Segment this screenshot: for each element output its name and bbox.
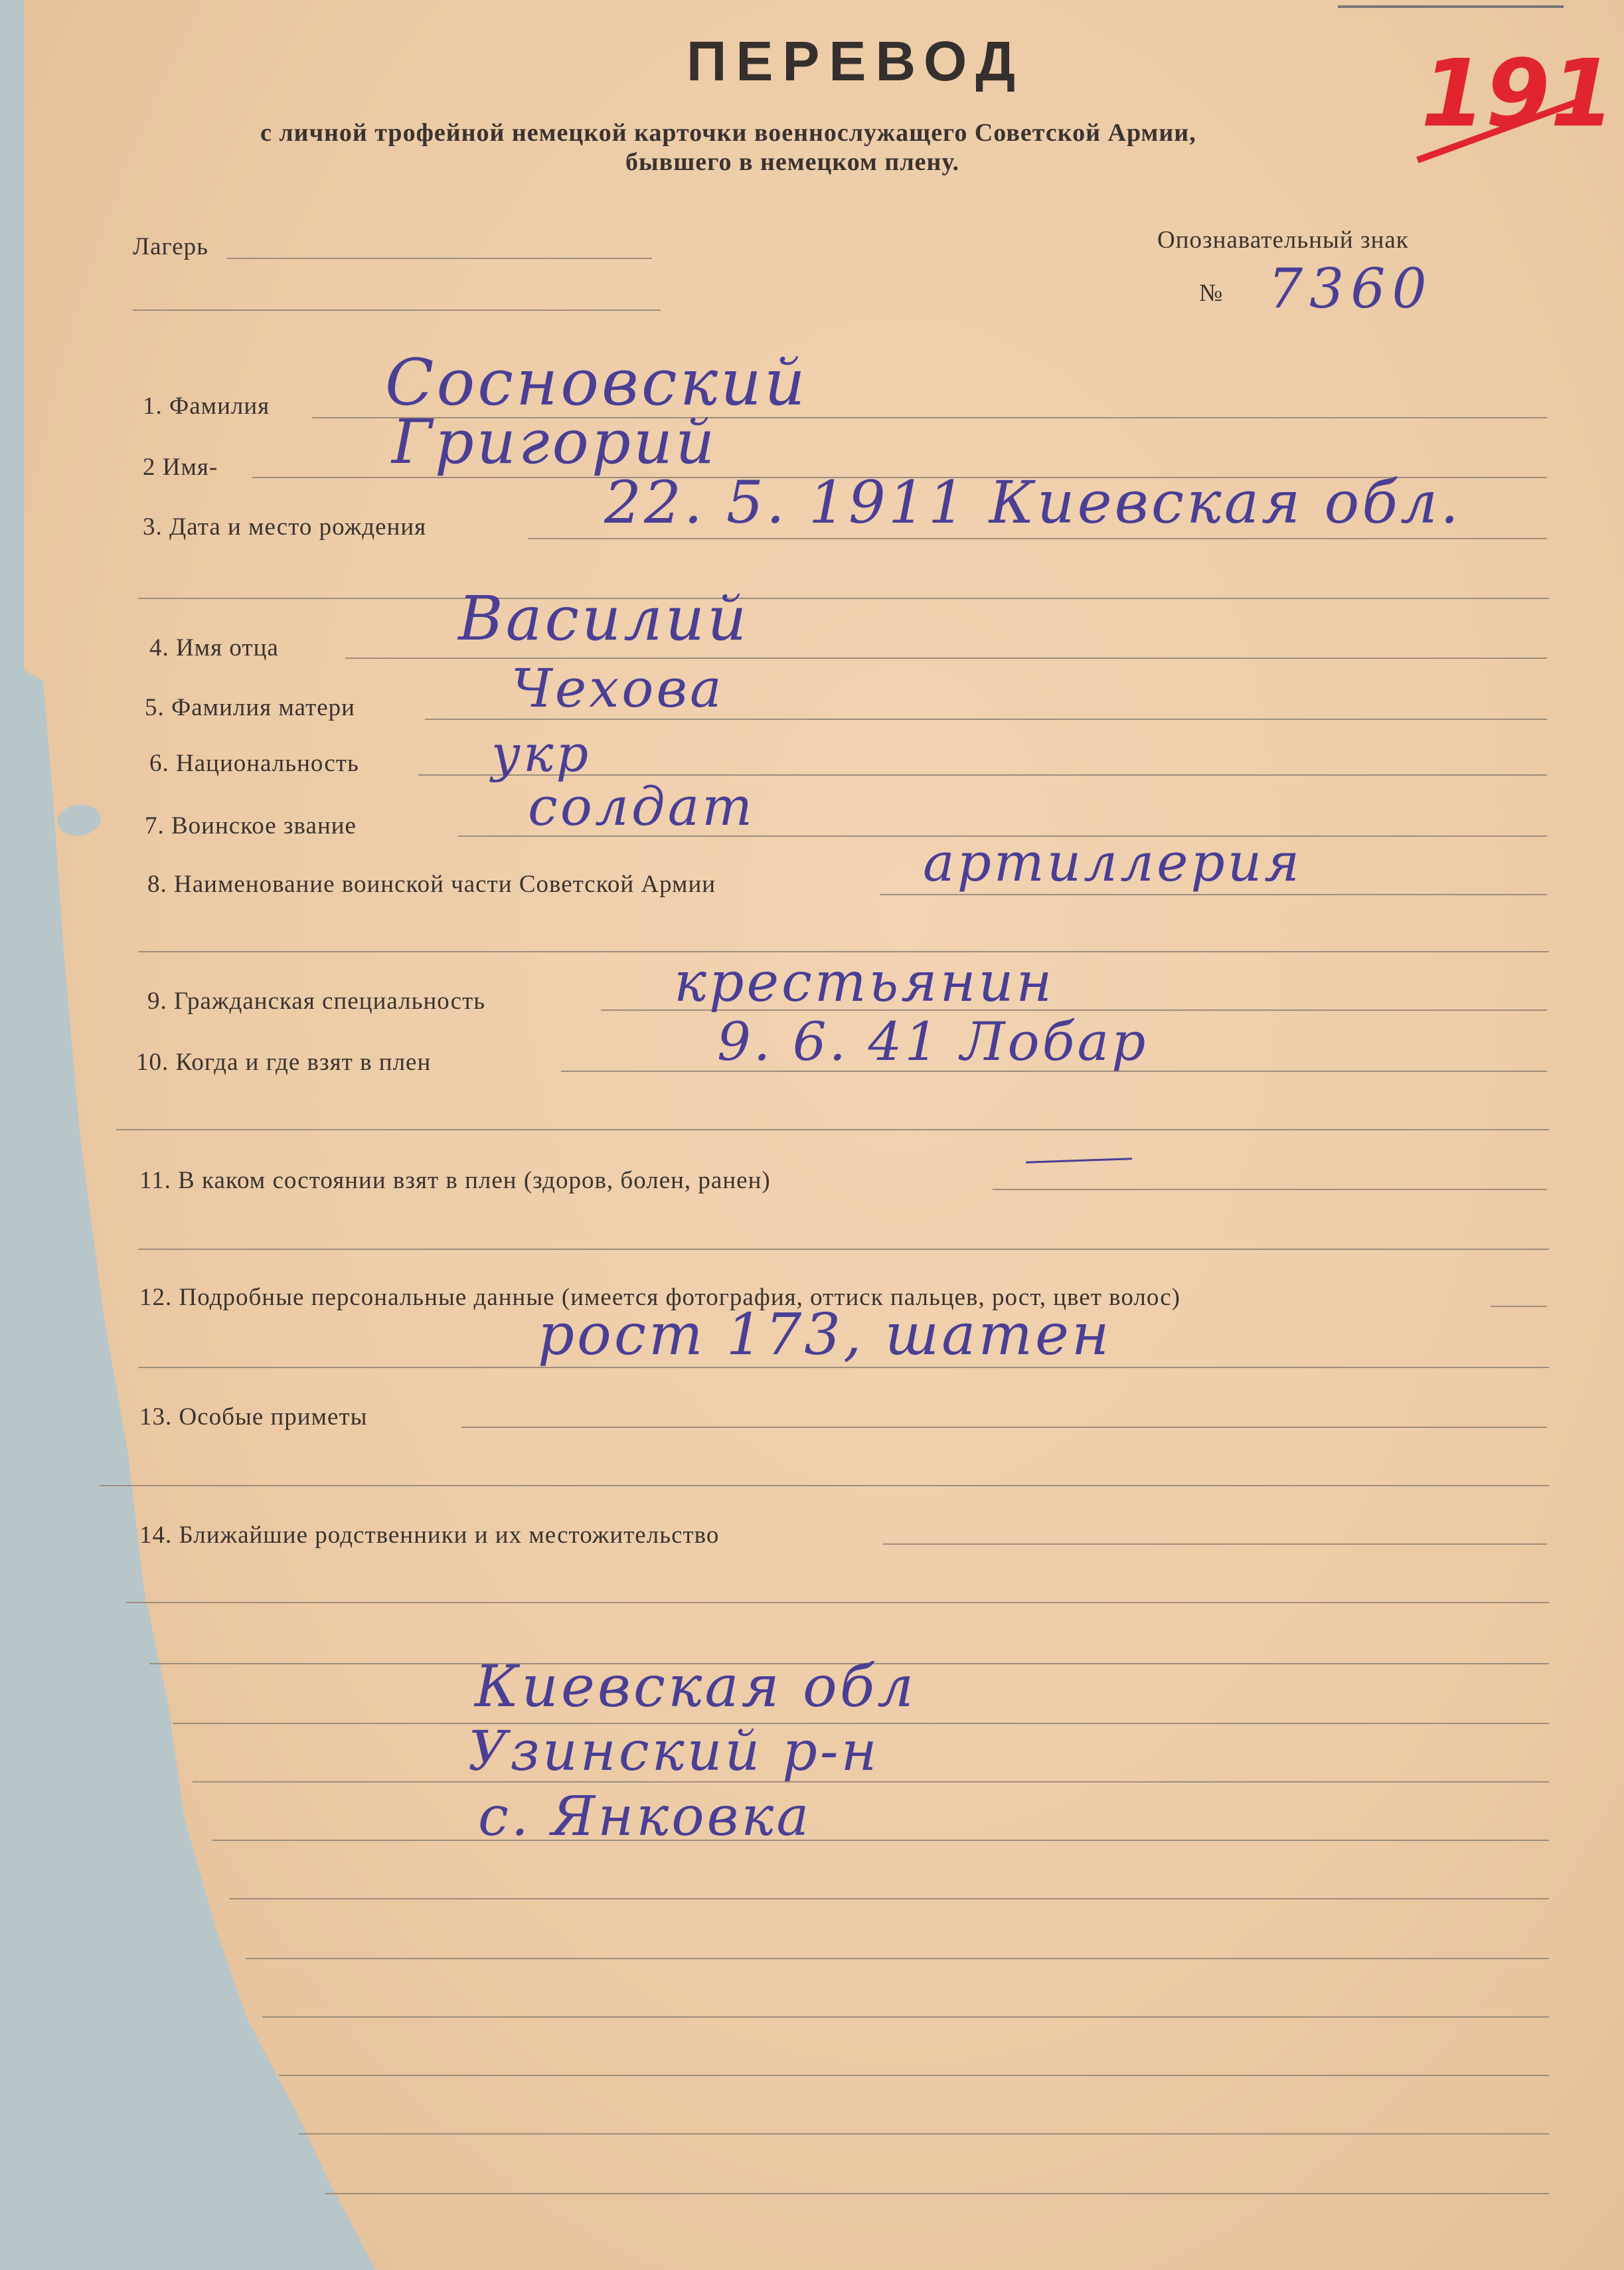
field-father-label: 4. Имя отца [149,634,279,661]
field-marks-line [461,1427,1547,1428]
field-profession-value: крестьянин [674,951,1055,1014]
corner-number: 191 [1421,40,1615,148]
field-captured-label: 10. Когда и где взят в плен [136,1049,432,1076]
relatives-line-9 [262,2016,1549,2018]
relatives-address-line2: Узинский р-н [468,1720,880,1783]
field-unit-value: артиллерия [923,831,1303,893]
field-condition-label: 11. В каком состоянии взят в плен (здоров, болен, ранен) [139,1167,771,1194]
field-details-value: рост 173, шатен [538,1302,1112,1368]
relatives-address-line3: с. Янковка [478,1785,812,1848]
relatives-line-2 [126,1602,1549,1603]
field-relatives-label: 14. Ближайшие родственники и их местожительство [139,1522,720,1549]
document-title: ПЕРЕВОД [687,30,1025,92]
field-mother-label: 5. Фамилия матери [145,694,355,721]
field-rank-value: солдат [528,776,756,837]
relatives-line-7 [229,1898,1549,1899]
field-details-line-2 [138,1367,1549,1368]
relatives-line-8 [246,1958,1549,1959]
field-condition-line [993,1189,1547,1190]
field-rank-label: 7. Воинское звание [145,812,357,839]
field-captured-value: 9. 6. 41 Лобар [717,1011,1149,1073]
field-profession-label: 9. Гражданская специальность [147,988,486,1015]
field-father-value: Василий [458,583,750,654]
relatives-line-12 [325,2193,1549,2194]
field-name-label: 2 Имя- [143,454,218,481]
relatives-address-line1: Киевская обл [475,1654,916,1720]
field-captured-line-2 [116,1129,1549,1130]
id-number-prefix: № [1199,280,1224,307]
camp-line-1 [227,258,652,259]
field-unit-label: 8. Наименование воинской части Советской Армии [147,871,716,898]
field-marks-label: 13. Особые приметы [139,1403,368,1431]
field-unit-line [880,894,1547,895]
id-label: Опознавательный знак [1157,226,1409,254]
camp-line-2 [133,309,661,311]
field-surname-label: 1. Фамилия [143,393,270,420]
relatives-line-11 [299,2133,1549,2135]
field-mother-value: Чехова [511,657,724,719]
field-details-label: 12. Подробные персональные данные (имеется фотография, оттиск пальцев, рост, цвет волос) [139,1284,1180,1311]
field-nationality-label: 6. Национальность [149,750,359,777]
field-details-line [1491,1306,1547,1307]
field-relatives-line [883,1543,1547,1545]
document-subtitle-line1: с личной трофейной немецкой карточки военнослужащего Советской Армии, [260,119,1196,147]
field-surname-value: Сосновский [385,345,808,420]
document-sheet [24,0,1624,2270]
field-birth-line-2 [138,598,1549,599]
field-birth-value: 22. 5. 1911 Киевская обл. [604,468,1462,537]
field-condition-line-2 [138,1249,1549,1250]
id-number: 7360 [1268,258,1433,321]
field-birth-line [528,538,1547,539]
document-subtitle-line2: бывшего в немецком плену. [625,148,960,176]
camp-label: Лагерь [133,233,209,260]
top-edge-line [1338,5,1564,8]
field-marks-line-2 [100,1485,1549,1486]
field-name-value: Григорий [392,406,718,478]
field-nationality-value: укр [491,724,592,783]
relatives-line-10 [279,2075,1549,2076]
relatives-line-6 [212,1840,1549,1841]
field-birth-label: 3. Дата и место рождения [143,513,427,541]
